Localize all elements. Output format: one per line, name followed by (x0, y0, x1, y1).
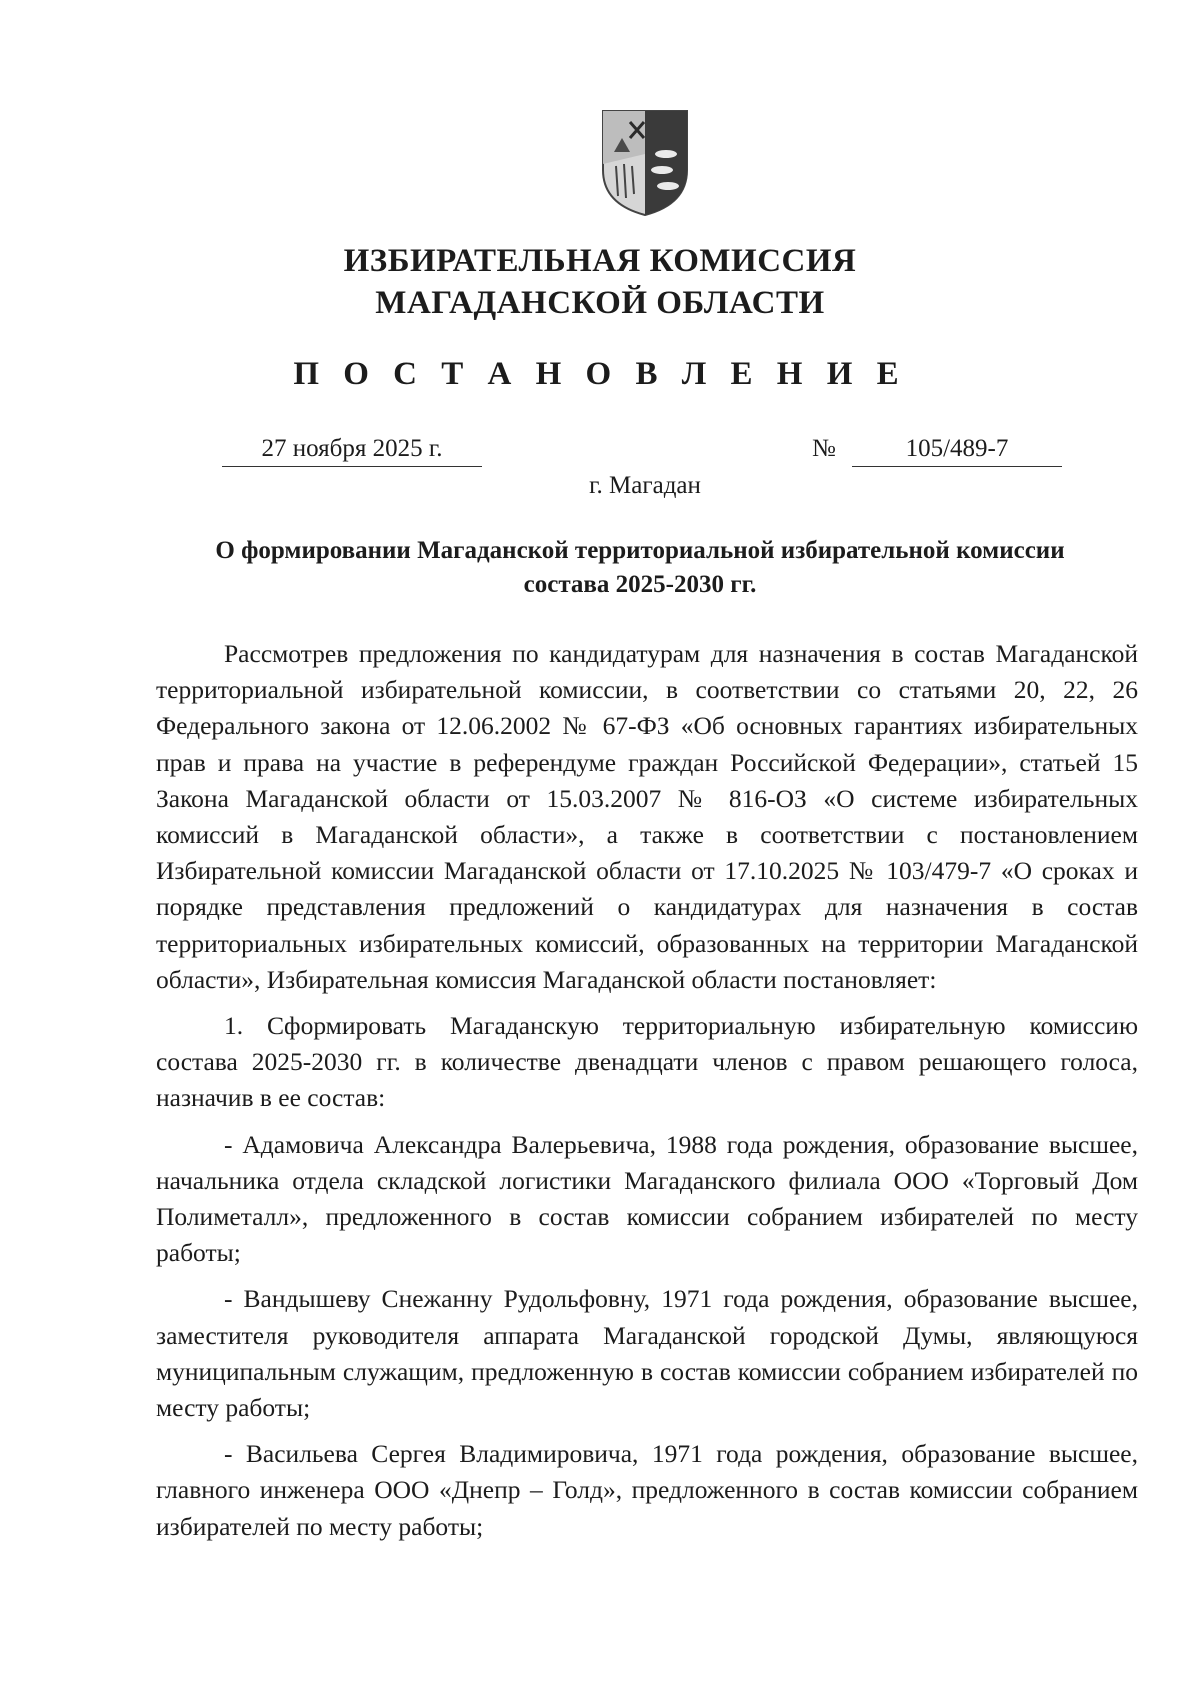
resolution-item-1: 1. Сформировать Магаданскую территориальную избирательную комиссию состава 2025-2030 гг. в количестве двенадцати членов с правом решающего голоса, назначив в ее состав: (156, 1011, 1138, 1113)
member-entry: - Васильева Сергея Владимировича, 1971 года рождения, образование высшее, главного инженера ООО «Днепр – Голд», предложенного в состав комиссии собранием избирателей по месту работы; (156, 1439, 1138, 1541)
number-sign: № (812, 435, 836, 462)
document-subject (140, 534, 1140, 602)
coat-of-arms-icon (600, 108, 690, 218)
subject-line1: О формировании Магаданской территориальной избирательной комиссии (215, 537, 1065, 564)
member-entry: - Адамовича Александра Валерьевича, 1988 года рождения, образование высшее, начальника отдела складской логистики Магаданского филиала ООО «Торговый Дом Полиметалл», предложенного в состав комиссии собранием избирателей по месту работы; (156, 1129, 1138, 1268)
document-city: г. Магадан (589, 472, 701, 499)
member-entry: - Вандышеву Снежанну Рудольфовну, 1971 года рождения, образование высшее, заместителя руководителя аппарата Магаданской городской Думы, являющуюся муниципальным служащим, предложенную в состав комиссии собранием избирателей по месту работы; (156, 1284, 1138, 1423)
document-body (156, 636, 1138, 1555)
preamble-paragraph: Рассмотрев предложения по кандидатурам для назначения в состав Магаданской территориальной избирательной комиссии, в соответствии со статьями 20, 22, 26 Федерального закона от 12.06.2002 № 67-ФЗ «Об основных гарантиях избирательных прав и права на участие в референдуме граждан Российской Федерации», статьей 15 Закона Магаданской области от 15.03.2007 № 816-ОЗ «О системе избирательных комиссий в Магаданской области», а также в соответствии с постановлением Избирательной комиссии Магаданской области от 17.10.2025 № 103/479-7 «О сроках и порядке представления предложений о кандидатурах для назначения в состав территориальных избирательных комиссий, образованных на территории Магаданской области», Избирательная комиссия Магаданской области постановляет: (156, 639, 1138, 994)
document-date: 27 ноября 2025 г. (222, 432, 482, 467)
subject-line2: состава 2025-2030 гг. (523, 571, 757, 598)
organization-name-line1: ИЗБИРАТЕЛЬНАЯ КОМИССИЯ (343, 243, 857, 279)
document-number: 105/489-7 (852, 432, 1062, 467)
organization-name-line2: МАГАДАНСКОЙ ОБЛАСТИ (375, 285, 825, 321)
document-type-title: П О С Т А Н О В Л Е Н И Е (293, 356, 907, 392)
